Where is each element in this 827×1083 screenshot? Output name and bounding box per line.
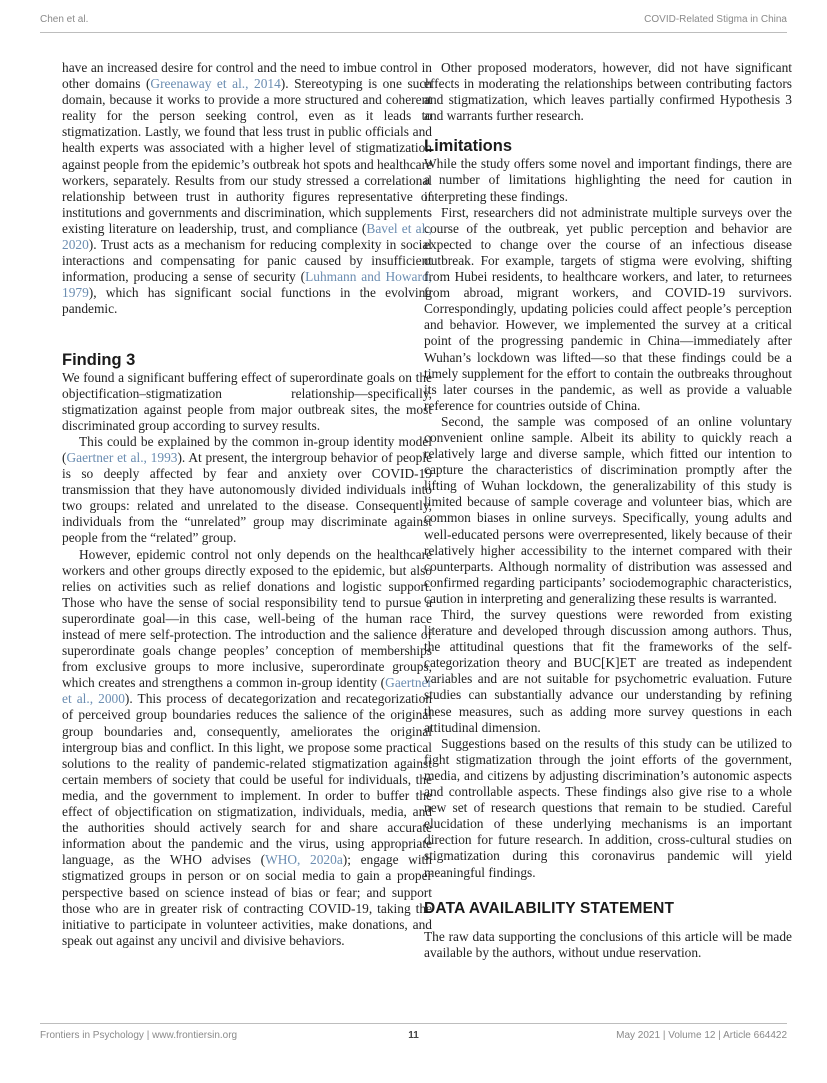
text: ); engage with stigmatized groups in person or on social media to gain a proper perspective based on science instead of bias or fear; and support those who are in greater risk of contracting COVID-19, taking the initiative to participate in volunteer activities, make donations, and speak out against any uncivil and divisive behaviors. bbox=[62, 852, 432, 948]
page-footer bbox=[40, 1023, 787, 1044]
text: ). Stereotyping is one such domain, because it works to provide a more structured and coherent reality for the person seeking control, even as it leads to stigmatization. Lastly, we found that less trust in public officials and health experts was associated with a higher level of stigmatization against people from the epidemic’s outbreak hot spots and healthcare workers, separately. Results from our study stressed a correlational relationship between trust in authority figures representative of institutions and governments and discrimination, which supplements existing literature on leadership, trust, and compliance ( bbox=[62, 76, 432, 236]
paragraph: The raw data supporting the conclusions of this article will be made available by the authors, without undue reservation. bbox=[424, 928, 792, 960]
paragraph: While the study offers some novel and important findings, there are a number of limitations highlighting the need for caution in interpreting these findings. bbox=[424, 156, 792, 204]
paragraph bbox=[62, 60, 432, 318]
citation-link[interactable]: Greenaway et al., 2014 bbox=[150, 76, 281, 92]
paragraph: We found a significant buffering effect of superordinate goals on the objectification–stigmatization relationship—specifically, stigmatization against people from major outbreak sites, the most discriminated group according to survey results. bbox=[62, 369, 432, 433]
running-head-title: COVID-Related Stigma in China bbox=[644, 14, 787, 25]
citation-link[interactable]: Gaertner et al., 2000 bbox=[62, 675, 432, 707]
text: This could be explained by the common in-group identity model ( bbox=[62, 433, 432, 465]
text: have an increased desire for control and the need to imbue control in other domains ( bbox=[62, 60, 432, 92]
paragraph bbox=[62, 547, 432, 949]
section-heading-finding-3: Finding 3 bbox=[62, 350, 136, 369]
citation-link[interactable]: Bavel et al., 2020 bbox=[62, 220, 432, 253]
text: ), which has significant social functions in the evolving pandemic. bbox=[62, 285, 432, 317]
text: However, epidemic control not only depends on the healthcare workers and other groups directly exposed to the epidemic, but also relies on activities such as relief donations and logistic support. Those who have the sense of social responsibility tend to pursue a superordinate goal—in this case, well-being of the human race instead of mere self-protection. The introduction and the salience of superordinate goals change peoples’ conception of memberships from exclusive groups to more inclusive, superordinate groups, which creates and strengthens a common in-group identity ( bbox=[62, 546, 432, 691]
page-number: 11 bbox=[408, 1030, 419, 1041]
running-head-authors: Chen et al. bbox=[40, 14, 89, 25]
footer-journal: Frontiers in Psychology | www.frontiersin.org bbox=[40, 1030, 238, 1041]
left-column bbox=[62, 60, 432, 949]
footer-issue: May 2021 | Volume 12 | Article 664422 bbox=[616, 1030, 787, 1041]
paragraph: First, researchers did not administrate multiple surveys over the course of the outbreak, yet public perception and behavior are expected to change over the course of an infectious disease outbreak. For example, targets of stigma were evolving, shifting from Hubei residents, to healthcare workers, and later, to returnees from abroad, migrant workers, and COVID-19 survivors. Correspondingly, updating policies could affect people’s perception and behavior. However, we implemented the survey at a critical point of the progressing pandemic in China—immediately after Wuhan’s lockdown was lifted—so that these findings could be a timely supplement for the effort to contain the outbreaks throughout its later courses in the pandemic, as well as provide a valuable reference for countries outside of China. bbox=[424, 204, 792, 413]
text: ). This process of decategorization and recategorization of perceived group boundaries reduces the salience of the original group boundaries and, consequently, ameliorates the original intergroup bias and conflict. In this light, we propose some practical solutions to the reality of pandemic-related stigmatization against certain members of society that could be useful for individuals, the media, and the government to implement. In order to buffer the effect of objectification on stigmatization, individuals, media, and the authorities should actively search for and share accurate information about the pandemic and the virus, using appropriate language, as the WHO advises ( bbox=[62, 691, 432, 868]
running-head bbox=[40, 12, 787, 33]
paragraph bbox=[62, 434, 432, 547]
citation-link[interactable]: Luhmann and Howard, 1979 bbox=[62, 269, 432, 301]
paragraph: Suggestions based on the results of this study can be utilized to fight stigmatization through the joint efforts of the government, media, and citizens by adjusting discrimination’s autonomic aspects and controllable aspects. These findings also give rise to a whole new set of research questions that remain to be studied. Careful elucidation of these underlying mechanisms is an important direction for future research. In addition, cross-cultural studies on stigmatization during this coronavirus pandemic will yield meaningful findings. bbox=[424, 735, 792, 880]
text: ). Trust acts as a mechanism for reducing complexity in social interactions and compensating for panic caused by insufficient information, producing a sense of security ( bbox=[62, 237, 432, 285]
citation-link[interactable]: Gaertner et al., 1993 bbox=[66, 449, 178, 465]
right-column bbox=[424, 60, 792, 961]
text: ). At present, the intergroup behavior of people is so deeply affected by fear and anxiety over COVID-19 transmission that they have autonomously divided individuals into two groups: related and unrelated to the disease. Consequently, individuals from the “unrelated” group may discriminate against people from the “related” group. bbox=[62, 449, 433, 546]
paragraph: Third, the survey questions were reworded from existing literature and developed through discussion among authors. Thus, the attitudinal questions that fit the frameworks of the self-categorization theory and BUC[K]ET are treated as independent variables and are not suitable for psychometric evaluation. Future studies can substantially advance our understanding by refining these measures, such as adding more survey questions in each attitudinal dimension. bbox=[424, 607, 792, 735]
citation-link[interactable]: WHO, 2020a bbox=[265, 852, 343, 868]
paragraph: Second, the sample was composed of an online voluntary convenient online sample. Albeit its ability to quickly reach a relatively large and diverse sample, which fitted our intention to capture the characteristics of discrimination promptly after the lifting of Wuhan lockdown, the generalizability of this study is limited because of sample coverage and volunteer bias, which are common biases in online surveys. Specifically, young adults and well-educated persons were overrepresented, likely because of their relatively higher accessibility to the internet compared with their counterparts. Although normality of distribution was assessed and confirmed regarding participants’ sociodemographic characteristics, caution in interpreting and generalizing these results is warranted. bbox=[424, 413, 792, 606]
section-heading-data-availability: DATA AVAILABILITY STATEMENT bbox=[424, 899, 675, 917]
section-heading-limitations: Limitations bbox=[424, 137, 513, 156]
paragraph: Other proposed moderators, however, did not have significant effects in moderating the relationships between contributing factors and stigmatization, which leaves partially confirmed Hypothesis 3 and warrants further research. bbox=[424, 60, 792, 124]
